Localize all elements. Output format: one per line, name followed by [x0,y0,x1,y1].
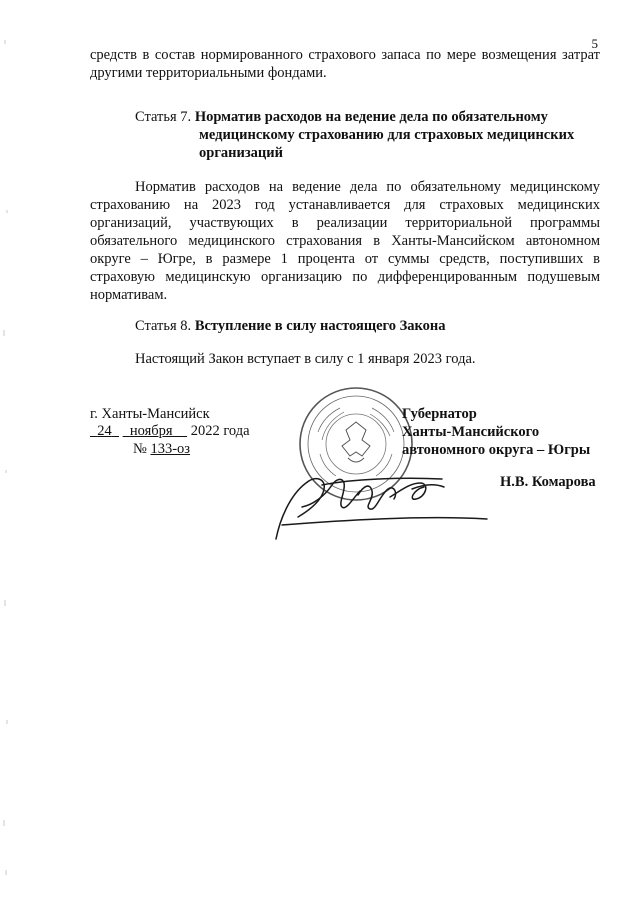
handwritten-signature [262,455,492,545]
signing-date [90,423,250,440]
governor-region-line1: Ханты-Мансийского [402,424,540,440]
signing-place: г. Ханты-Мансийск [90,406,210,422]
date-month: ноября [129,423,173,439]
law-number [133,441,190,458]
article-7-label: Статья 7. [135,109,192,125]
article-7-title-line2: медицинскому страхованию для страховых медицинских [199,127,575,143]
paragraph-continuation: средств в состав нормированного страхового запаса по мере возмещения затрат другими территориальными фондами. [90,47,600,81]
governor-block [402,405,590,459]
date-day: 24 [97,423,112,439]
article-8-body: Настоящий Закон вступает в силу с 1 января 2023 года. [135,351,476,367]
page-number: 5 [591,36,598,51]
article-8-label: Статья 8. [135,318,192,334]
article-7-title-line3: организаций [199,145,283,161]
number-value: 133-оз [150,441,191,457]
date-year: 2022 года [190,423,250,439]
number-prefix: № [133,441,147,457]
scan-edge-artifacts [2,0,10,905]
article-8-heading [135,318,446,335]
article-7-heading [135,108,605,162]
article-7-body: Норматив расходов на ведение дела по обязательному медицинскому страхованию на 2023 год устанавливается для страховых медицинских организаций, участвующих в реализации территориальной программы обязательного медицинского страхования в Ханты-Мансийском автономном округе – Югре, в размере 1 процента от суммы средств, поступивших в страховую медицинскую организацию по дифференцированным подушевым нормативам. [90,179,600,303]
article-8-title: Вступление в силу настоящего Закона [194,318,446,334]
governor-title: Губернатор [402,406,477,422]
governor-region-line2: автономного округа – Югры [402,442,591,458]
article-7-title-line1: Норматив расходов на ведение дела по обязательному [194,109,548,125]
governor-name: Н.В. Комарова [500,474,596,490]
